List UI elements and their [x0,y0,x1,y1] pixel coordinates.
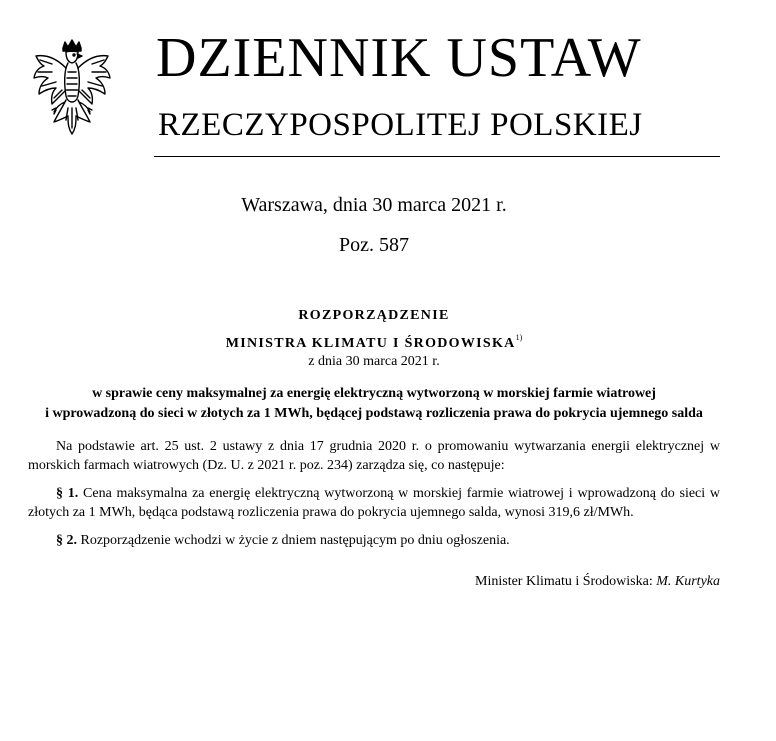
section-1-paragraph [28,484,720,522]
footnote-reference[interactable]: 1) [515,333,523,342]
journal-title: DZIENNIK USTAW [156,27,642,89]
act-issuer-line [0,328,748,354]
signature-role: Minister Klimatu i Środowiska: [475,574,653,589]
act-type: ROZPORZĄDZENIE [298,308,450,323]
publication-place-date: Warszawa, dnia 30 marca 2021 r. [241,194,507,216]
section-1-text: Cena maksymalna za energię elektryczną wytworzoną w morskiej farmie wiatrowej i wprowadzoną do sieci w złotych za 1 MWh, będąca podstawą rozliczenia prawa do pokrycia ujemnego salda, wynosi 319,6 zł/MWh. [28,486,721,520]
section-1-label: § 1. [56,486,79,501]
act-subject-line-1: w sprawie ceny maksymalnej za energię elektryczną wytworzoną w morskiej farmie wiatrowej [92,386,656,401]
journal-subtitle: RZECZYPOSPOLITEJ POLSKIEJ [158,107,643,143]
act-subject [28,384,720,424]
white-eagle-emblem-icon [30,38,114,138]
act-date: z dnia 30 marca 2021 r. [308,354,440,369]
signature-name: M. Kurtyka [656,574,720,589]
section-2-label: § 2. [56,533,77,548]
act-subject-line-2: i wprowadzoną do sieci w złotych za 1 MWh, będącej podstawą rozliczenia prawa do pokrycia ujemnego salda [45,406,703,421]
section-2-text: Rozporządzenie wchodzi w życie z dniem następującym po dniu ogłoszenia. [80,533,510,548]
section-2-paragraph [28,531,720,550]
legal-basis-text: Na podstawie art. 25 ust. 2 ustawy z dnia 17 grudnia 2020 r. o promowaniu wytwarzania energii elektrycznej w morskich farmach wiatrowych (Dz. U. z 2021 r. poz. 234) zarządza się, co następuje: [28,439,720,473]
act-issuer: MINISTRA KLIMATU I ŚRODOWISKA [225,336,516,351]
signature-block [28,572,720,592]
header-divider [154,156,720,157]
legal-basis-paragraph [28,437,720,475]
publication-position: Poz. 587 [339,234,409,256]
